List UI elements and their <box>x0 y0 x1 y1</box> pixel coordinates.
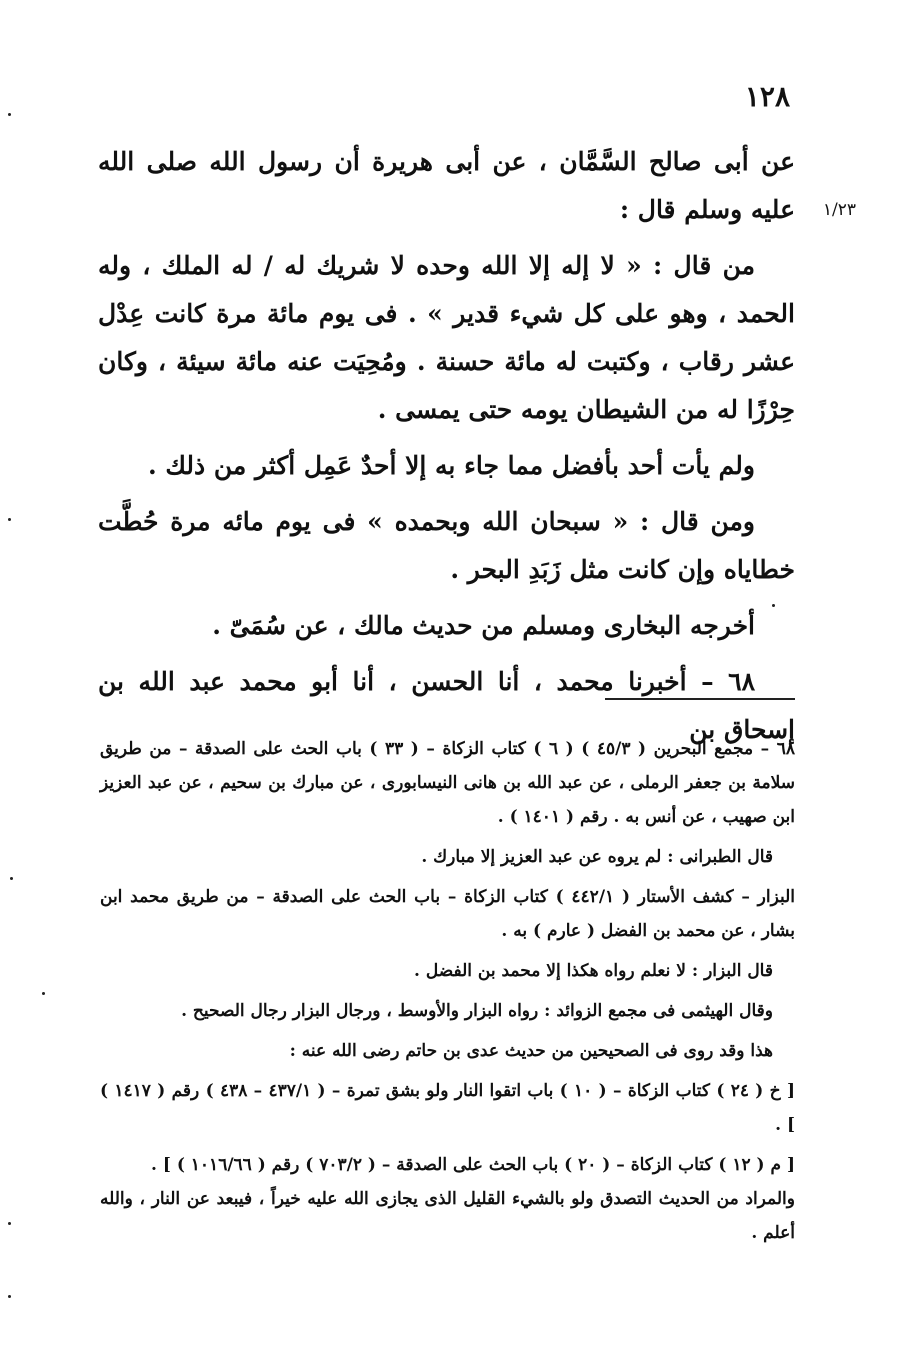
footnote-tabarani: قال الطبرانى : لم يروه عن عبد العزيز إلا مبارك . <box>421 847 773 867</box>
footnotes <box>100 732 795 1250</box>
scan-speck <box>10 877 13 880</box>
footnote-bukhari-ref: [ خ ( ٢٤ ) كتاب الزكاة – ( ١٠ ) باب اتقوا النار ولو بشق تمرة – ( ٤٣٧/١ – ٤٣٨ ) رقم ( ١٤١٧ ) ] . <box>100 1081 795 1135</box>
scan-speck <box>8 113 11 116</box>
footnote-bazzar-comment: قال البزار : لا نعلم رواه هكذا إلا محمد بن الفضل . <box>414 961 773 981</box>
paragraph-tasbih: ومن قال : « سبحان الله وبحمده » فى يوم مائه مرة حُطَّت خطاياه وإن كانت مثل زَبَدِ البحر . <box>98 507 795 584</box>
scan-speck <box>8 1295 11 1298</box>
scan-speck <box>42 992 45 995</box>
footnote-68: ٦٨ – مجمع البحرين ( ٤٥/٣ ) ( ٦ ) كتاب الزكاة – ( ٣٣ ) باب الحث على الصدقة – من طريق سلامة بن جعفر الرملى ، عن عبد الله بن هانى النيسابورى ، عن مبارك بن سحيم ، عن عبد العزيز ابن صهيب ، عن أنس به . رقم ( ١٤٠١ ) . <box>100 739 795 827</box>
paragraph-hadith: من قال : « لا إله إلا الله وحده لا شريك له / له الملك ، وله الحمد ، وهو على كل شيء قدير » . فى يوم مائة مرة كانت عِدْل عشر رقاب ، وكتبت له مائة حسنة . ومُحِيَت عنه مائة سيئة ، وكان حِرْزًا له من الشيطان يومه حتى يمسى . <box>98 251 795 424</box>
paragraph-takhrij: أخرجه البخارى ومسلم من حديث مالك ، عن سُمَىّ . <box>212 611 755 640</box>
footnote-muslim-ref: [ م ( ١٢ ) كتاب الزكاة – ( ٢٠ ) باب الحث على الصدقة – ( ٧٠٣/٢ ) رقم ( ١٠١٦/٦٦ ) ] . <box>151 1155 795 1175</box>
footnote-haythami: وقال الهيثمى فى مجمع الزوائد : رواه البزار والأوسط ، ورجال البزار رجال الصحيح . <box>181 1001 773 1021</box>
footnote-meaning: والمراد من الحديث التصدق ولو بالشيء القليل الذى يجازى الله عليه خيراً ، فيبعد عن النار ، والله أعلم . <box>100 1189 795 1243</box>
margin-reference: ١/٢٣ <box>822 200 856 220</box>
paragraph-continuation: ولم يأت أحد بأفضل مما جاء به إلا أحدٌ عَمِل أكثر من ذلك . <box>147 451 755 480</box>
scan-speck <box>8 1222 11 1225</box>
footnote-divider <box>605 698 795 700</box>
main-text <box>98 138 795 754</box>
footnote-bazzar-source: البزار – كشف الأستار ( ٤٤٢/١ ) كتاب الزكاة – باب الحث على الصدقة – من طريق محمد ابن بشار ، عن محمد بن الفضل ( عارم ) به . <box>100 887 795 941</box>
paragraph-isnad: عن أبى صالح السَّمَّان ، عن أبى هريرة أن رسول الله صلى الله عليه وسلم قال : <box>98 147 795 224</box>
scan-speck <box>772 604 775 607</box>
paragraph-hadith-68: ٦٨ – أخبرنا محمد ، أنا الحسن ، أنا أبو محمد عبد الله بن إسحاق بن <box>98 667 795 744</box>
footnote-sahihayn: هذا وقد روى فى الصحيحين من حديث عدى بن حاتم رضى الله عنه : <box>289 1041 773 1061</box>
scan-speck <box>8 518 11 521</box>
page-number: ١٢٨ <box>744 80 790 113</box>
